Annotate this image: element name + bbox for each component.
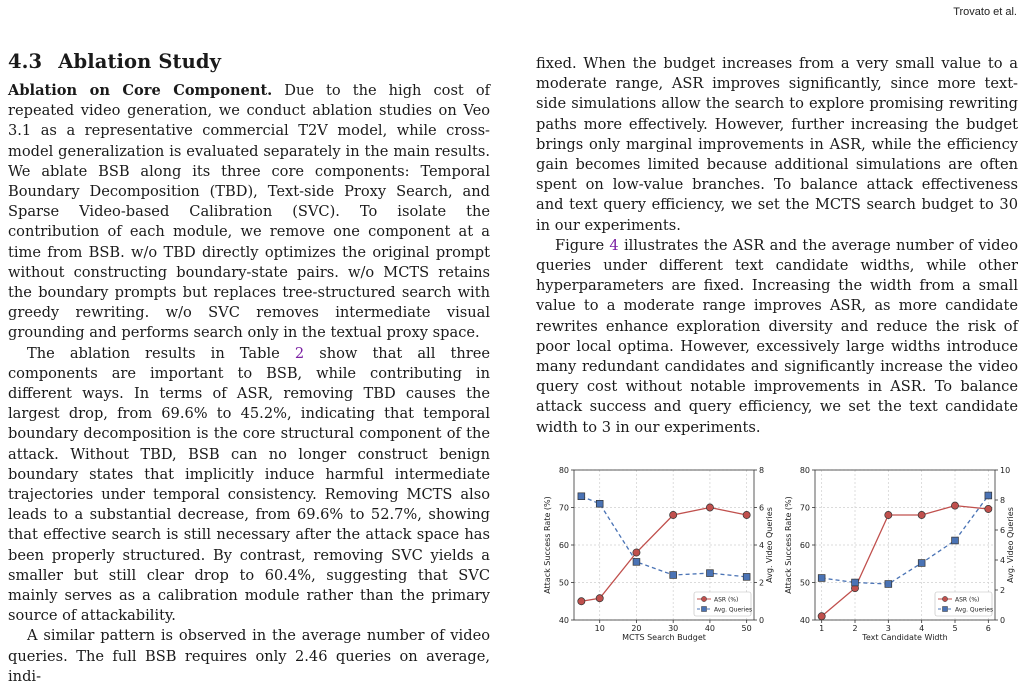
section-number: 4.3 xyxy=(8,50,43,73)
queries-point xyxy=(985,492,992,499)
queries-point xyxy=(885,581,892,588)
y-tick-label: 40 xyxy=(558,616,569,625)
asr-point xyxy=(885,511,892,518)
queries-point xyxy=(596,500,603,507)
paragraph-text: Figure xyxy=(555,236,610,254)
right-column xyxy=(536,54,1018,438)
y-tick-label: 60 xyxy=(558,541,569,550)
legend-marker-circle xyxy=(942,596,947,601)
y2-tick-label: 0 xyxy=(759,616,765,625)
x-tick-label: 30 xyxy=(668,624,679,633)
queries-point xyxy=(633,558,640,565)
paragraph-video-queries xyxy=(8,626,490,687)
y-axis-label: Attack Success Rate (%) xyxy=(784,496,793,594)
section-heading xyxy=(8,50,490,73)
queries-point xyxy=(818,575,825,582)
legend-label: Avg. Queries xyxy=(714,606,753,614)
queries-point xyxy=(918,560,925,567)
paragraph-text: The ablation results in Table xyxy=(27,344,295,362)
legend-marker-circle xyxy=(701,596,706,601)
paragraph-text: fixed. When the budget increases from a very small value to a moderate range, ASR improves significantly, since more text-side simulations allow the search to explore promising rewriting paths more effectively. However, further increasing the budget brings only marginal improvements in ASR, while the efficiency gain becomes limited because additional simulations are often spent on low-value branches. To balance attack effectiveness and text query efficiency, we set the MCTS search budget to 30 in our experiments. xyxy=(536,55,1018,234)
queries-point xyxy=(852,579,859,586)
y2-tick-label: 6 xyxy=(759,503,765,513)
x-axis-label: Text Candidate Width xyxy=(862,633,948,642)
left-column xyxy=(8,50,490,687)
y2-tick-label: 4 xyxy=(1000,556,1006,565)
queries-point xyxy=(743,573,750,580)
queries-point xyxy=(670,572,677,579)
paragraph-text: A similar pattern is observed in the average number of video queries. The full BSB requires only 2.46 queries on average, indi- xyxy=(8,627,490,685)
y2-tick-label: 10 xyxy=(1000,466,1011,475)
y-tick-label: 50 xyxy=(558,578,569,588)
y2-tick-label: 8 xyxy=(759,466,765,475)
figure-hyperparameter-charts xyxy=(536,462,1018,642)
chart-candidate-width xyxy=(777,462,1018,642)
y2-tick-label: 2 xyxy=(1000,586,1006,595)
queries-point xyxy=(707,570,714,577)
asr-point xyxy=(743,511,750,518)
paragraph-budget-analysis xyxy=(536,54,1018,236)
asr-point xyxy=(596,595,603,602)
y-tick-label: 50 xyxy=(799,578,810,588)
y2-tick-label: 4 xyxy=(759,541,765,550)
y2-tick-label: 2 xyxy=(759,578,765,588)
paragraph-text: illustrates the ASR and the average number of video queries under different text candidate widths, while other hyperparameters are fixed. Increasing the width from a small value to a moderate range improves ASR, as more candidate rewrites enhance exploration diversity and reduce the risk of poor local optima. However, excessively large widths introduce many redundant candidates and significantly increase the video query cost without notable improvements in ASR. To balance attack success and query efficiency, we set the text candidate width to 3 in our experiments. xyxy=(536,236,1018,436)
asr-point xyxy=(985,505,992,512)
queries-point xyxy=(578,493,585,500)
y-axis-label: Attack Success Rate (%) xyxy=(543,496,552,594)
legend-label: ASR (%) xyxy=(955,596,980,604)
asr-point xyxy=(578,598,585,605)
y-tick-label: 40 xyxy=(799,616,810,625)
chart-mcts-budget xyxy=(536,462,777,642)
paragraph-text: Due to the high cost of repeated video generation, we conduct ablation studies on Veo 3.1 as a representative commercial T2V model, while cross-model generalization is evaluated separately in the main results. We ablate BSB along its three core components: Temporal Boundary Decomposition (TBD), Text-side Proxy Search, and Sparse Video-based Calibration (SVC). To isolate the contribution of each module, we remove one component at a time from BSB. w/o TBD directly optimizes the original prompt without constructing boundary-state pairs. w/o MCTS retains the boundary prompts but replaces tree-structured search with greedy rewriting. w/o SVC removes intermediate visual grounding and performs search only in the textual proxy space. xyxy=(8,82,491,342)
asr-point xyxy=(951,502,958,509)
x-axis-label: MCTS Search Budget xyxy=(622,633,706,642)
y2-tick-label: 0 xyxy=(1000,616,1006,625)
asr-point xyxy=(818,613,825,620)
legend-label: ASR (%) xyxy=(714,596,739,604)
running-head: Trovato et al. xyxy=(953,6,1017,18)
asr-point xyxy=(633,549,640,556)
x-tick-label: 1 xyxy=(819,624,825,633)
legend-marker-square xyxy=(702,607,707,612)
table-reference-link[interactable]: 2 xyxy=(294,344,305,362)
chart-legend xyxy=(935,592,993,616)
x-tick-label: 2 xyxy=(852,624,858,633)
legend-marker-square xyxy=(943,607,948,612)
x-tick-label: 4 xyxy=(919,624,925,633)
y2-axis-label: Avg. Video Queries xyxy=(1006,507,1015,583)
y-tick-label: 80 xyxy=(558,466,569,475)
legend-label: Avg. Queries xyxy=(955,606,994,614)
x-tick-label: 20 xyxy=(631,624,642,633)
y2-tick-label: 8 xyxy=(1000,496,1006,505)
x-tick-label: 10 xyxy=(594,624,605,633)
asr-point xyxy=(706,504,713,511)
queries-line xyxy=(822,496,989,585)
paragraph-text: show that all three components are important to BSB, while contributing in different ways. In terms of ASR, removing TBD causes the largest drop, from 69.6% to 45.2%, indicating that temporal boundary decomposition is the core structural component of the attack. Without TBD, BSB can no longer construct benign boundary states that implicitly induce harmful intermediate trajectories under temporal consistency. Removing MCTS also leads to a substantial decrease, from 69.6% to 52.7%, showing that effective search is still necessary after the attack space has been properly structured. By contrast, removing SVC yields a smaller but still clear drop to 60.4%, suggesting that SVC mainly serves as a calibration module rather than the primary source of attackability. xyxy=(8,344,490,625)
x-tick-label: 50 xyxy=(741,624,752,633)
asr-line xyxy=(581,508,746,602)
y2-tick-label: 6 xyxy=(1000,526,1006,535)
y-tick-label: 70 xyxy=(799,503,810,513)
figure-reference-link[interactable]: 4 xyxy=(609,236,619,254)
paragraph-ablation-results xyxy=(8,344,490,627)
y-tick-label: 70 xyxy=(558,503,569,513)
x-tick-label: 3 xyxy=(885,624,891,633)
queries-point xyxy=(952,537,959,544)
asr-point xyxy=(670,511,677,518)
paragraph-ablation-intro xyxy=(8,81,490,344)
y-tick-label: 80 xyxy=(799,466,810,475)
section-title: Ablation Study xyxy=(58,50,222,73)
queries-line xyxy=(581,496,746,577)
y-tick-label: 60 xyxy=(799,541,810,550)
x-tick-label: 5 xyxy=(952,624,958,633)
asr-point xyxy=(918,511,925,518)
x-tick-label: 6 xyxy=(985,624,991,633)
run-in-heading: Ablation on Core Component. xyxy=(8,82,273,99)
chart-legend xyxy=(694,592,752,616)
y2-axis-label: Avg. Video Queries xyxy=(765,507,774,583)
x-tick-label: 40 xyxy=(704,624,716,633)
paragraph-width-analysis xyxy=(536,236,1018,438)
